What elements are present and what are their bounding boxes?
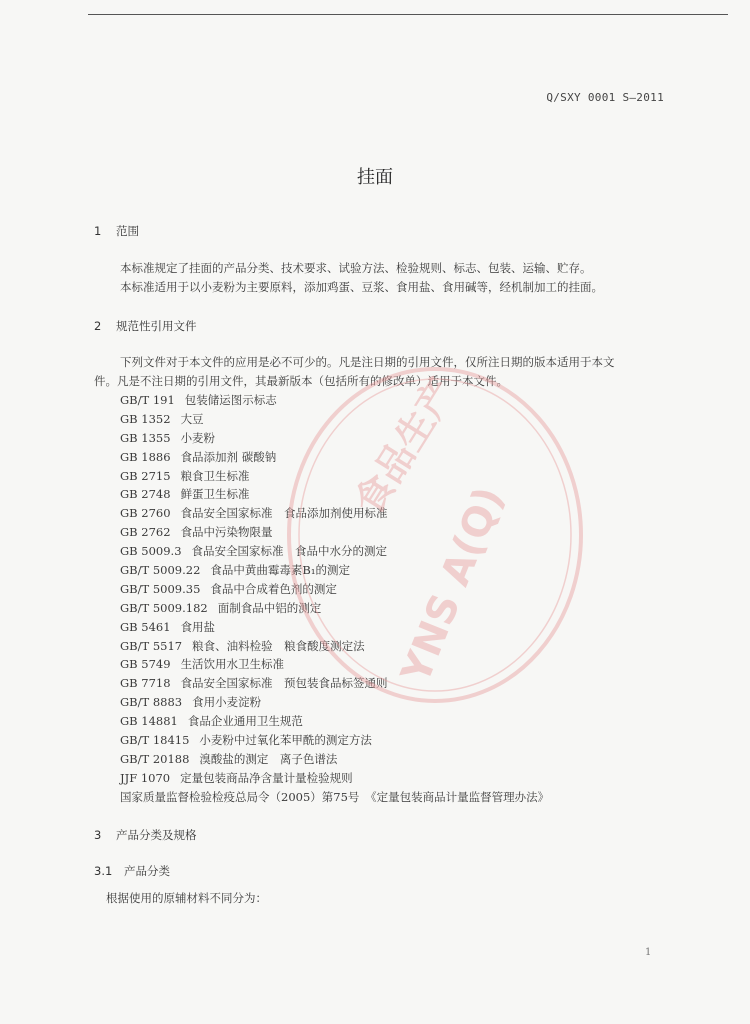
- reference-title: 食品企业通用卫生规范: [187, 714, 303, 729]
- reference-code: GB 2748: [120, 487, 171, 502]
- reference-code: GB 5749: [120, 657, 171, 672]
- reference-item: [120, 750, 549, 769]
- paragraph: 根据使用的原辅材料不同分为：: [106, 891, 267, 905]
- reference-item: [120, 693, 549, 712]
- reference-item: [120, 542, 549, 561]
- reference-code: GB 1886: [120, 449, 171, 464]
- section-3-1-heading: [94, 863, 170, 879]
- section-3-heading: [94, 827, 197, 843]
- reference-title: 食品中合成着色剂的测定: [210, 581, 337, 596]
- reference-item: [120, 712, 549, 731]
- reference-item: [120, 769, 549, 788]
- reference-title: 鲜蛋卫生标准: [180, 487, 250, 502]
- section-title: 产品分类及规格: [116, 828, 197, 842]
- reference-title: 食品安全国家标准 食品中水分的测定: [191, 544, 388, 559]
- page-title: 挂面: [357, 167, 393, 188]
- reference-item: [120, 655, 549, 674]
- reference-item: [120, 561, 549, 580]
- reference-title: 粮食卫生标准: [180, 468, 250, 483]
- reference-code: GB/T 5009.35: [120, 581, 201, 596]
- paragraph: 下列文件对于本文件的应用是必不可少的。凡是注日期的引用文件，仅所注日期的版本适用于本文: [120, 355, 615, 369]
- reference-title: 定量包装商品净含量计量检验规则: [180, 770, 353, 785]
- section-number: 3: [94, 828, 102, 842]
- reference-code: GB 7718: [120, 676, 171, 691]
- section-title: 产品分类: [124, 864, 170, 878]
- reference-title: 食用盐: [180, 619, 216, 634]
- reference-title: 食用小麦淀粉: [192, 695, 262, 710]
- reference-item: [120, 467, 549, 486]
- reference-title: 食品安全国家标准 食品添加剂使用标准: [180, 506, 388, 521]
- section-number: 1: [94, 224, 102, 238]
- section-number: 3.1: [94, 864, 113, 878]
- standard-number: Q/SXY 0001 S—2011: [546, 91, 664, 104]
- reference-code: GB 2762: [120, 525, 171, 540]
- reference-code: GB 1352: [120, 411, 171, 426]
- paragraph: 本标准适用于以小麦粉为主要原料，添加鸡蛋、豆浆、食用盐、食用碱等，经机制加工的挂面。: [120, 280, 603, 294]
- reference-item: [120, 731, 549, 750]
- reference-code: GB 5009.3: [120, 544, 182, 559]
- top-rule: [88, 14, 728, 15]
- reference-code: GB/T 191: [120, 393, 175, 407]
- section-1-heading: [94, 223, 139, 239]
- reference-item: [120, 485, 549, 504]
- reference-title: 面制食品中铝的测定: [217, 600, 322, 615]
- reference-item: [120, 429, 549, 448]
- reference-code: GB/T 20188: [120, 751, 190, 766]
- reference-item: 国家质量监督检验检疫总局令（2005）第75号 《定量包装商品计量监督管理办法》: [120, 789, 550, 804]
- reference-item: [120, 674, 549, 693]
- stamp-code: YNS A(Q): [392, 480, 513, 690]
- reference-code: GB 2760: [120, 506, 171, 521]
- reference-code: GB/T 8883: [120, 695, 183, 710]
- reference-item: [120, 618, 549, 637]
- reference-code: GB 2715: [120, 468, 171, 483]
- reference-title: 食品中黄曲霉毒素B₁的测定: [210, 563, 350, 578]
- reference-title: 生活饮用水卫生标准: [180, 657, 285, 672]
- reference-item: [120, 523, 549, 542]
- paragraph: 本标准规定了挂面的产品分类、技术要求、试验方法、检验规则、标志、包装、运输、贮存。: [120, 261, 592, 275]
- reference-list: [120, 391, 549, 807]
- reference-item: [120, 599, 549, 618]
- paragraph: 件。凡是不注日期的引用文件，其最新版本（包括所有的修改单）适用于本文件。: [94, 374, 508, 388]
- reference-title: 粮食、油料检验 粮食酸度测定法: [192, 638, 365, 653]
- reference-title: 小麦粉中过氧化苯甲酰的测定方法: [199, 733, 372, 748]
- reference-code: GB/T 5517: [120, 638, 183, 653]
- section-title: 范围: [116, 224, 139, 238]
- reference-item: [120, 391, 549, 410]
- reference-code: GB 1355: [120, 430, 171, 445]
- reference-code: GB 5461: [120, 619, 171, 634]
- reference-code: GB/T 5009.22: [120, 563, 201, 578]
- reference-title: 小麦粉: [180, 430, 216, 445]
- reference-item: [120, 410, 549, 429]
- reference-code: GB 14881: [120, 714, 178, 729]
- reference-title: 食品添加剂 碳酸钠: [180, 449, 277, 464]
- reference-item: [120, 637, 549, 656]
- reference-title: 大豆: [180, 411, 204, 426]
- reference-title: 溴酸盐的测定 离子色谱法: [199, 751, 338, 766]
- section-title: 规范性引用文件: [116, 319, 197, 333]
- stamp-text-top: 食品生产: [346, 370, 465, 523]
- reference-title: 食品中污染物限量: [180, 525, 273, 540]
- reference-title: 食品安全国家标准 预包装食品标签通则: [180, 676, 388, 691]
- reference-item: [120, 448, 549, 467]
- reference-code: GB/T 5009.182: [120, 600, 208, 615]
- reference-code: GB/T 18415: [120, 733, 190, 748]
- reference-title: 包装储运图示标志: [184, 393, 277, 407]
- section-2-heading: [94, 318, 197, 334]
- reference-item: [120, 580, 549, 599]
- page-number: 1: [645, 947, 652, 958]
- reference-item: [120, 504, 549, 523]
- reference-code: JJF 1070: [120, 770, 171, 785]
- section-number: 2: [94, 319, 102, 333]
